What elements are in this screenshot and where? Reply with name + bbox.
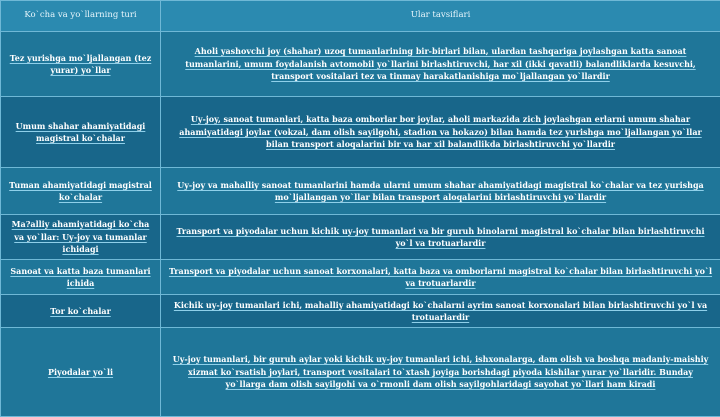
- road-features-cell: Kichik uy-joy tumanlari ichi, mahalliy ahamiyatidagi ko`chalarni ayrim sanoat korxonalari bilan birlashtiruvchi yo`l va trotuarlardir: [161, 295, 720, 328]
- table-row: [1, 260, 720, 295]
- table-row: [1, 32, 720, 97]
- table-row: [1, 295, 720, 328]
- road-features-cell: Uy-joy, sanoat tumanlari, katta baza omborlar bor joylar, aholi markazida zich joylashgan erlarni umum shahar ahamiyatidagi joylar (vokzal, dam olish sayilgohi, stadion va hokazo) bilan hamda tez yurishga mo`ljallangan yo`llar bilan transport aloqalarini bir va har xil balandlikda birlashtiruvchi yo`llardir: [161, 97, 720, 168]
- road-type-cell: Piyodalar yo`li: [1, 328, 161, 417]
- table-row: [1, 215, 720, 260]
- table-row: [1, 97, 720, 168]
- header-row: [1, 1, 720, 32]
- road-features-cell: Transport va piyodalar uchun kichik uy-joy tumanlari va bir guruh binolarni magistral ko`chalar bilan birlashtiruvchi yo`l va trotuarlardir: [161, 215, 720, 260]
- road-type-cell: Sanoat va katta baza tumanlari ichida: [1, 260, 161, 295]
- road-features-cell: Transport va piyodalar uchun sanoat korxonalari, katta baza va omborlarni magistral ko`chalar bilan birlashtiruvchi yo`l va trotuarlardir: [161, 260, 720, 295]
- road-type-cell: Tor ko`chalar: [1, 295, 161, 328]
- table-row: [1, 328, 720, 417]
- road-features-cell: Uy-joy tumanlari, bir guruh aylar yoki kichik uy-joy tumanlari ichi, ishxonalarga, dam olish va boshqa madaniy-maishiy xizmat ko`rsatish joylari, transport vositalari to`xtash joyiga borishdagi piyoda kishilar yurar yo`llaridir. Bunday yo`llarga dam olish sayilgohi va o`rmonli dam olish sayilgohlaridagi sayohat yo`llari ham kiradi: [161, 328, 720, 417]
- road-type-cell: Umum shahar ahamiyatidagi magistral ko`chalar: [1, 97, 161, 168]
- road-features-cell: Aholi yashovchi joy (shahar) uzoq tumanlarining bir-birlari bilan, ulardan tashqariga joylashgan katta sanoat tumanlarini, umum foydalanish avtomobil yo`llarini birlashtiruvchi, har xil (ikki qavatli) balandliklarda kesuvchi, transport vositalari tez va tinmay harakatlanishiga mo`ljallangan yo`llardir: [161, 32, 720, 97]
- road-features-cell: Uy-joy va mahalliy sanoat tumanlarini hamda ularni umum shahar ahamiyatidagi magistral ko`chalar va tez yurishga mo`ljallangan yo`llar bilan transport aloqalarini birlashtiruvchi yo`llardir: [161, 168, 720, 215]
- road-type-cell: Tuman ahamiyatidagi magistral ko`chalar: [1, 168, 161, 215]
- header-features: Ular tavsiflari: [161, 1, 720, 32]
- road-type-cell: Ma?alliy ahamiyatidagi ko`cha va yo`llar: Uy-joy va tumanlar ichidagi: [1, 215, 161, 260]
- road-type-cell: Tez yurishga mo`ljallangan (tez yurar) yo`llar: [1, 32, 161, 97]
- table-row: [1, 168, 720, 215]
- header-type: Ko`cha va yo`llarning turi: [1, 1, 161, 32]
